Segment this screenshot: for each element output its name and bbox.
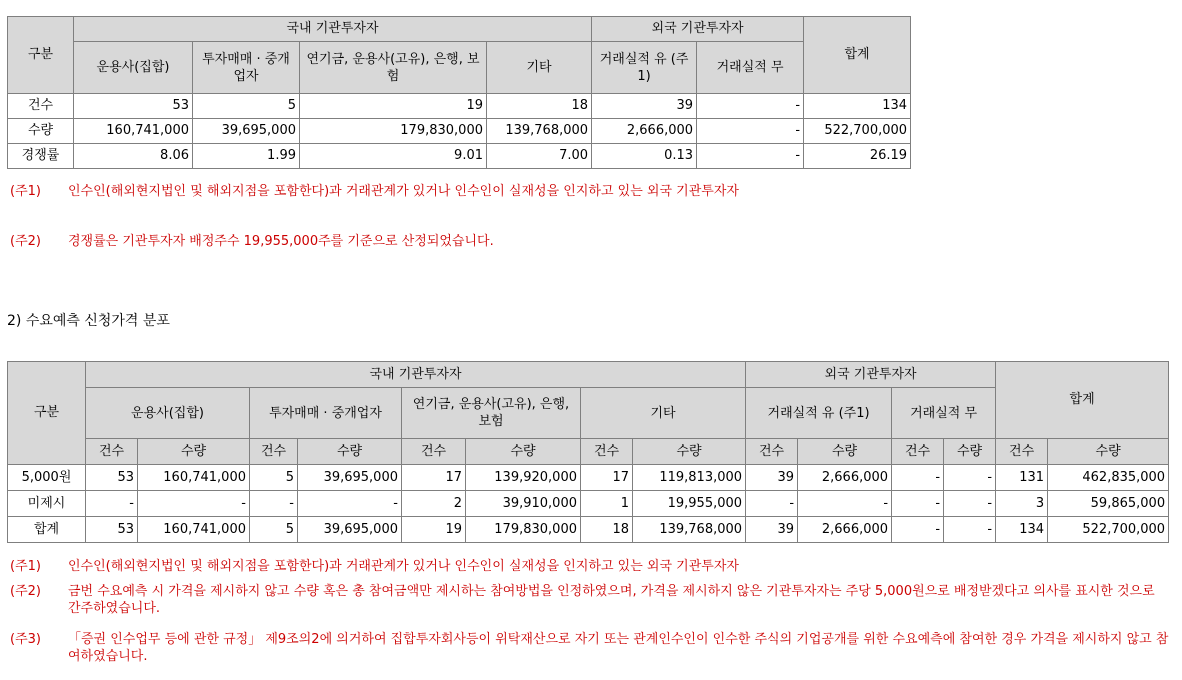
table-cell: 39: [592, 94, 697, 119]
footnote-text: 금번 수요예측 시 가격을 제시하지 않고 수량 혹은 총 참여금액만 제시하는 참여방법을 인정하였으며, 가격을 제시하지 않은 기관투자자는 주당 5,000원으로 배정받겠다고 의사를 표시한 것으로 간주하였습니다.: [68, 584, 1155, 616]
table-cell: 139,768,000: [633, 517, 746, 543]
quantity-header: 수량: [633, 439, 746, 465]
footnote-tag: (주1): [10, 559, 41, 574]
table-cell: 2,666,000: [798, 517, 892, 543]
footnote-2: [10, 583, 1170, 621]
table-cell: 462,835,000: [1048, 465, 1169, 491]
footnote-3: [10, 631, 1170, 669]
subheader-collective-fund: 운용사(집합): [74, 42, 193, 94]
table-cell: -: [892, 465, 944, 491]
table-cell: 53: [86, 517, 138, 543]
category-header: 구분: [8, 362, 86, 465]
table-cell: 522,700,000: [1048, 517, 1169, 543]
row-label: 수량: [8, 119, 74, 144]
domestic-investor-header: 국내 기관투자자: [86, 362, 746, 388]
table-row: [8, 94, 911, 119]
count-header: 건수: [402, 439, 466, 465]
table-cell: 39: [746, 517, 798, 543]
table-cell: 19,955,000: [633, 491, 746, 517]
table-cell: 39,695,000: [193, 119, 300, 144]
subheader-trade-record-yes: 거래실적 유 (주1): [592, 42, 697, 94]
table-cell: 53: [74, 94, 193, 119]
table-cell: 17: [581, 465, 633, 491]
footnote-text: 「증권 인수업무 등에 관한 규정」 제9조의2에 의거하여 집합투자회사등이 위탁재산으로 자기 또는 관계인수인이 인수한 주식의 기업공개를 위한 수요예측에 참여한 경우 가격을 제시하지 않고 참여하였습니다.: [68, 632, 1169, 664]
table-cell: 39,695,000: [298, 465, 402, 491]
footnote-tag: (주2): [10, 584, 41, 599]
table-cell: -: [697, 119, 804, 144]
table-cell: 1.99: [193, 144, 300, 169]
table-cell: 39,695,000: [298, 517, 402, 543]
row-label: 5,000원: [8, 465, 86, 491]
foreign-investor-header: 외국 기관투자자: [592, 17, 804, 42]
count-header: 건수: [86, 439, 138, 465]
table-cell: 2: [402, 491, 466, 517]
footnote-tag: (주3): [10, 632, 41, 647]
count-header: 건수: [892, 439, 944, 465]
table-cell: -: [798, 491, 892, 517]
subheader-other: 기타: [581, 388, 746, 439]
price-distribution-table: [7, 361, 1169, 543]
subheader-pension-bank-insurance: 연기금, 운용사(고유), 은행, 보험: [402, 388, 581, 439]
row-label: 미제시: [8, 491, 86, 517]
table-row: [8, 119, 911, 144]
subheader-trade-record-yes: 거래실적 유 (주1): [746, 388, 892, 439]
competition-rate-table: [7, 16, 911, 169]
table-cell: -: [697, 94, 804, 119]
table-cell: 522,700,000: [804, 119, 911, 144]
table-cell: 39,910,000: [466, 491, 581, 517]
table-cell: 2,666,000: [592, 119, 697, 144]
table-row: [8, 144, 911, 169]
quantity-header: 수량: [298, 439, 402, 465]
table-cell: 139,768,000: [487, 119, 592, 144]
quantity-header: 수량: [1048, 439, 1169, 465]
table-cell: 134: [996, 517, 1048, 543]
table-cell: 39: [746, 465, 798, 491]
footnote-1: [10, 558, 1170, 576]
subheader-broker-dealer: 투자매매 · 중개업자: [250, 388, 402, 439]
table-cell: 5: [250, 465, 298, 491]
subheader-collective-fund: 운용사(집합): [86, 388, 250, 439]
subheader-broker-dealer: 투자매매 · 중개업자: [193, 42, 300, 94]
quantity-header: 수량: [944, 439, 996, 465]
row-label: 건수: [8, 94, 74, 119]
footnote-tag: (주1): [10, 184, 41, 199]
table-cell: 5: [250, 517, 298, 543]
table-row: [8, 517, 1169, 543]
table-cell: 18: [581, 517, 633, 543]
table-cell: -: [250, 491, 298, 517]
count-header: 건수: [250, 439, 298, 465]
table-cell: -: [746, 491, 798, 517]
table-cell: 7.00: [487, 144, 592, 169]
table-cell: 59,865,000: [1048, 491, 1169, 517]
footnote-1: [10, 183, 900, 221]
footnote-text: 인수인(해외현지법인 및 해외지점을 포함한다)과 거래관계가 있거나 인수인이 실재성을 인지하고 있는 외국 기관투자자: [68, 559, 739, 574]
table-cell: 134: [804, 94, 911, 119]
count-header: 건수: [996, 439, 1048, 465]
table-cell: 9.01: [300, 144, 487, 169]
table-cell: -: [138, 491, 250, 517]
table-cell: 160,741,000: [138, 465, 250, 491]
total-header: 합계: [996, 362, 1169, 439]
footnote-tag: (주2): [10, 234, 41, 249]
table-cell: 19: [402, 517, 466, 543]
table-cell: 17: [402, 465, 466, 491]
table-cell: -: [892, 491, 944, 517]
table-cell: -: [944, 517, 996, 543]
table-cell: 3: [996, 491, 1048, 517]
table-cell: -: [892, 517, 944, 543]
table-cell: 179,830,000: [300, 119, 487, 144]
footnote-2: [10, 233, 900, 251]
table-cell: 139,920,000: [466, 465, 581, 491]
table-cell: 179,830,000: [466, 517, 581, 543]
domestic-investor-header: 국내 기관투자자: [74, 17, 592, 42]
table-cell: -: [697, 144, 804, 169]
quantity-header: 수량: [466, 439, 581, 465]
row-label: 합계: [8, 517, 86, 543]
table-cell: -: [298, 491, 402, 517]
count-header: 건수: [581, 439, 633, 465]
table-cell: 26.19: [804, 144, 911, 169]
table-row: [8, 465, 1169, 491]
table-cell: 19: [300, 94, 487, 119]
footnote-text: 인수인(해외현지법인 및 해외지점을 포함한다)과 거래관계가 있거나 인수인이 실재성을 인지하고 있는 외국 기관투자자: [68, 184, 739, 199]
table-cell: 53: [86, 465, 138, 491]
count-header: 건수: [746, 439, 798, 465]
table-cell: 5: [193, 94, 300, 119]
subheader-trade-record-no: 거래실적 무: [892, 388, 996, 439]
subheader-trade-record-no: 거래실적 무: [697, 42, 804, 94]
subheader-other: 기타: [487, 42, 592, 94]
category-header: 구분: [8, 17, 74, 94]
foreign-investor-header: 외국 기관투자자: [746, 362, 996, 388]
table-cell: -: [944, 465, 996, 491]
table-cell: 1: [581, 491, 633, 517]
row-label: 경쟁률: [8, 144, 74, 169]
total-header: 합계: [804, 17, 911, 94]
table-cell: 160,741,000: [138, 517, 250, 543]
quantity-header: 수량: [798, 439, 892, 465]
table-cell: 119,813,000: [633, 465, 746, 491]
table-row: [8, 491, 1169, 517]
table-cell: 18: [487, 94, 592, 119]
quantity-header: 수량: [138, 439, 250, 465]
table-cell: -: [86, 491, 138, 517]
table-cell: 0.13: [592, 144, 697, 169]
section-title: 2) 수요예측 신청가격 분포: [7, 313, 170, 329]
table-cell: 2,666,000: [798, 465, 892, 491]
table-cell: 131: [996, 465, 1048, 491]
subheader-pension-bank-insurance: 연기금, 운용사(고유), 은행, 보험: [300, 42, 487, 94]
footnote-text: 경쟁률은 기관투자자 배정주수 19,955,000주를 기준으로 산정되었습니다.: [68, 234, 494, 249]
table-cell: 8.06: [74, 144, 193, 169]
table-cell: 160,741,000: [74, 119, 193, 144]
table-cell: -: [944, 491, 996, 517]
